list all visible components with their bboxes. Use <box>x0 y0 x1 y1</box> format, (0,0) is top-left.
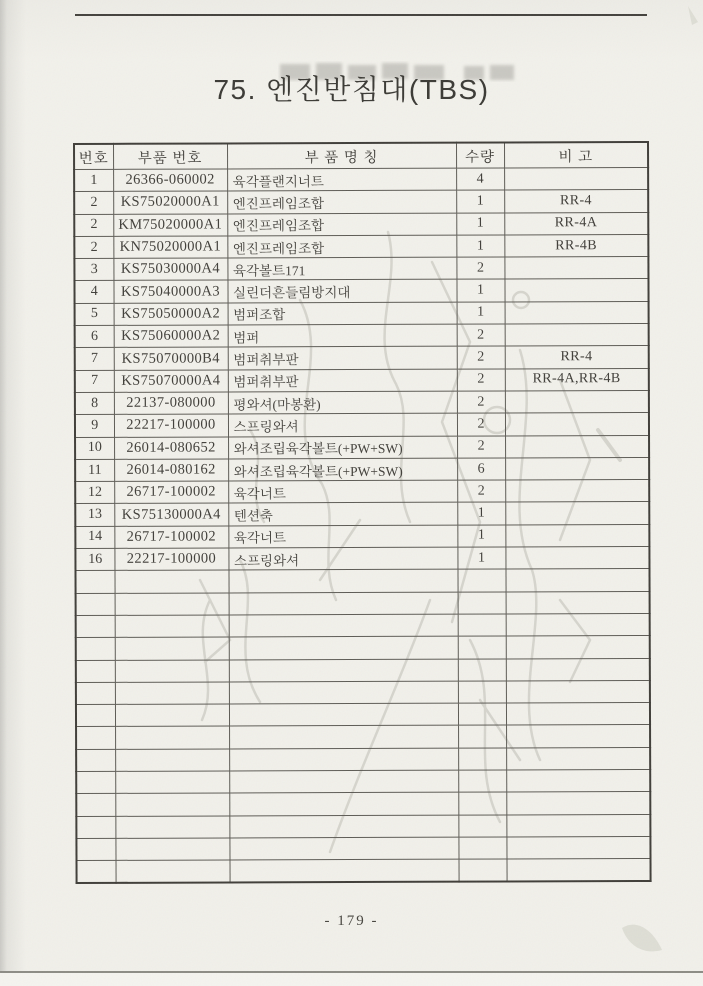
table-row-empty <box>76 680 650 704</box>
table-row-empty <box>76 792 650 816</box>
table-cell <box>506 814 650 837</box>
table-cell <box>228 570 457 593</box>
table-cell: 텐션축 <box>228 503 457 526</box>
table-row <box>75 368 649 392</box>
table-row <box>75 413 649 437</box>
table-cell: 2 <box>457 369 505 391</box>
table-cell <box>115 726 229 749</box>
table-cell: RR-4A <box>504 212 648 235</box>
table-row-empty <box>76 747 650 771</box>
table-cell <box>76 638 115 660</box>
table-cell: 2 <box>74 214 113 236</box>
table-cell <box>458 815 506 837</box>
table-row <box>75 346 649 370</box>
table-cell <box>505 413 649 436</box>
table-cell <box>506 770 650 793</box>
table-cell: 1 <box>457 525 505 547</box>
table-cell: 실린더흔들림방지대 <box>227 280 456 303</box>
table-cell: RR-4 <box>504 190 648 213</box>
table-cell: 엔진프레임조합 <box>227 190 456 213</box>
table-cell: 14 <box>75 526 114 548</box>
table-cell: 5 <box>75 303 114 325</box>
table-cell <box>505 435 649 458</box>
table-row <box>75 324 649 348</box>
table-cell: 1 <box>457 547 505 569</box>
table-cell <box>505 480 649 503</box>
table-cell: 1 <box>456 213 504 235</box>
table-cell <box>505 524 649 547</box>
table-cell <box>458 792 506 814</box>
table-cell <box>458 592 506 614</box>
table-cell <box>458 748 506 770</box>
table-cell <box>115 704 229 727</box>
table-cell <box>459 859 507 881</box>
table-cell <box>76 660 115 682</box>
table-cell: 범퍼 <box>228 324 457 347</box>
table-cell: 2 <box>74 192 113 214</box>
table-row <box>75 480 649 504</box>
table-cell <box>458 614 506 636</box>
table-cell <box>505 301 649 324</box>
table-row-empty <box>76 658 650 682</box>
table-row-empty <box>76 836 650 860</box>
page-number: - 179 - <box>324 913 379 929</box>
table-row-empty <box>76 613 650 637</box>
table-cell: 1 <box>457 302 505 324</box>
table-row <box>75 390 649 414</box>
table-cell: 와셔조립육각볼트(+PW+SW) <box>228 436 457 459</box>
table-cell: 26366-060002 <box>113 169 227 192</box>
table-cell <box>115 771 229 794</box>
table-cell <box>229 681 458 704</box>
table-cell: 26717-100002 <box>114 481 228 504</box>
page-title: 75. 엔진반침대(TBS) <box>213 74 490 105</box>
table-cell <box>115 659 229 682</box>
column-header-part-number: 부품 번호 <box>113 143 227 169</box>
table-cell <box>229 703 458 726</box>
table-cell: KS75070000B4 <box>114 347 228 370</box>
table-cell <box>458 725 506 747</box>
table-cell <box>457 569 505 591</box>
table-cell <box>229 726 458 749</box>
table-cell <box>506 680 650 703</box>
table-cell <box>506 636 650 659</box>
column-header-remarks: 비 고 <box>504 142 648 168</box>
table-cell: KS75050000A2 <box>114 303 228 326</box>
table-row-empty <box>76 591 650 615</box>
table-cell <box>115 615 229 638</box>
table-cell: KM75020000A1 <box>113 214 227 237</box>
table-cell <box>506 836 650 859</box>
table-cell: 6 <box>457 458 505 480</box>
table-cell: 4 <box>74 281 113 303</box>
scan-edge-shadow <box>0 0 30 986</box>
table-cell <box>115 793 229 816</box>
table-cell <box>76 704 115 726</box>
table-cell <box>229 636 458 659</box>
table-cell <box>76 593 115 615</box>
table-cell: 22137-080000 <box>114 392 228 415</box>
table-cell <box>506 725 650 748</box>
table-row <box>75 547 649 571</box>
table-cell <box>76 838 115 860</box>
table-cell: 8 <box>75 392 114 414</box>
top-rule <box>75 14 647 16</box>
table-cell: 3 <box>74 259 113 281</box>
table-cell: 엔진프레임조합 <box>227 235 456 258</box>
table-row <box>75 524 649 548</box>
table-cell <box>115 682 229 705</box>
table-cell <box>507 859 651 882</box>
table-row <box>75 502 649 526</box>
table-row-empty <box>75 569 649 593</box>
table-row-empty <box>76 636 650 660</box>
table-cell <box>229 614 458 637</box>
table-cell: 1 <box>74 169 113 191</box>
table-cell: 22217-100000 <box>114 414 228 437</box>
table-cell <box>229 659 458 682</box>
table-cell <box>115 593 229 616</box>
table-row <box>75 435 649 459</box>
table-row <box>74 279 648 303</box>
table-cell: 9 <box>75 415 114 437</box>
table-cell <box>76 682 115 704</box>
table-row-empty <box>76 725 650 749</box>
scan-bottom-edge <box>0 973 703 986</box>
table-cell: 10 <box>75 437 114 459</box>
table-cell: 1 <box>456 235 504 257</box>
table-cell <box>505 502 649 525</box>
table-cell <box>506 658 650 681</box>
table-cell: 2 <box>457 413 505 435</box>
table-cell: 13 <box>75 504 114 526</box>
table-cell <box>114 570 228 593</box>
table-cell <box>75 571 114 593</box>
table-cell: KS75020000A1 <box>113 191 227 214</box>
table-cell: 육각볼트171 <box>227 257 456 280</box>
table-cell <box>116 860 230 883</box>
table-cell <box>504 257 648 280</box>
table-cell: 와셔조립육각볼트(+PW+SW) <box>228 458 457 481</box>
table-cell: 범퍼취부판 <box>228 369 457 392</box>
parts-table-container <box>73 141 652 884</box>
table-cell: 4 <box>456 168 504 190</box>
table-cell: 2 <box>456 257 504 279</box>
table-row <box>74 212 648 236</box>
table-cell: 11 <box>75 459 114 481</box>
table-cell: 7 <box>75 348 114 370</box>
table-cell <box>504 167 648 190</box>
table-cell: 2 <box>457 346 505 368</box>
table-cell: 1 <box>456 279 504 301</box>
table-row <box>75 457 649 481</box>
table-row <box>74 190 648 214</box>
table-cell: 범퍼조합 <box>228 302 457 325</box>
table-cell <box>458 636 506 658</box>
table-header-row <box>74 142 648 170</box>
table-cell <box>505 390 649 413</box>
table-cell <box>504 279 648 302</box>
table-cell: 2 <box>457 324 505 346</box>
table-cell <box>506 792 650 815</box>
table-cell <box>505 547 649 570</box>
table-cell: 26014-080162 <box>114 459 228 482</box>
table-row-empty <box>76 770 650 794</box>
column-header-part-name: 부 품 명 칭 <box>227 143 456 169</box>
table-cell: 스프링와셔 <box>228 547 457 570</box>
table-cell: 2 <box>457 436 505 458</box>
table-cell: 육각너트 <box>228 480 457 503</box>
table-cell: 26014-080652 <box>114 437 228 460</box>
table-cell: 6 <box>75 325 114 347</box>
table-cell <box>458 681 506 703</box>
table-row <box>74 257 648 281</box>
table-cell: 육각플랜지너트 <box>227 168 456 191</box>
table-cell <box>229 837 458 860</box>
table-cell <box>506 703 650 726</box>
table-cell <box>115 637 229 660</box>
table-cell <box>115 816 229 839</box>
table-cell: 육각너트 <box>228 525 457 548</box>
table-cell <box>76 771 115 793</box>
table-cell <box>505 324 649 347</box>
table-cell: KS75070000A4 <box>114 370 228 393</box>
table-cell: KS75030000A4 <box>113 258 227 281</box>
table-row-empty <box>76 814 650 838</box>
table-cell: 1 <box>456 190 504 212</box>
table-cell <box>76 727 115 749</box>
table-row-empty <box>77 859 651 883</box>
table-cell <box>505 569 649 592</box>
table-cell <box>76 794 115 816</box>
parts-table <box>73 141 652 884</box>
table-cell: KS75060000A2 <box>114 325 228 348</box>
table-cell <box>76 615 115 637</box>
table-cell <box>229 748 458 771</box>
table-cell <box>76 816 115 838</box>
table-cell: 22217-100000 <box>114 548 228 571</box>
table-cell <box>458 837 506 859</box>
table-cell <box>229 792 458 815</box>
parts-table-body <box>74 167 650 882</box>
table-cell <box>458 770 506 792</box>
table-cell <box>506 747 650 770</box>
table-cell: KS75130000A4 <box>114 503 228 526</box>
table-cell: RR-4 <box>505 346 649 369</box>
table-cell <box>77 861 116 883</box>
table-cell <box>229 592 458 615</box>
table-cell: 12 <box>75 482 114 504</box>
table-cell <box>505 457 649 480</box>
table-cell <box>76 749 115 771</box>
table-cell: 7 <box>75 370 114 392</box>
table-cell: KN75020000A1 <box>113 236 227 259</box>
table-cell <box>458 659 506 681</box>
table-cell: 스프링와셔 <box>228 413 457 436</box>
table-row <box>74 167 648 191</box>
table-cell: RR-4B <box>504 234 648 257</box>
table-cell: 평와셔(마봉환) <box>228 391 457 414</box>
table-cell <box>229 815 458 838</box>
table-cell: 2 <box>457 480 505 502</box>
column-header-quantity: 수량 <box>456 142 504 168</box>
table-cell <box>506 613 650 636</box>
table-cell: KS75040000A3 <box>113 280 227 303</box>
table-cell: 2 <box>74 236 113 258</box>
table-cell: 16 <box>75 548 114 570</box>
table-cell: 26717-100002 <box>114 526 228 549</box>
column-header-number: 번호 <box>74 144 113 170</box>
table-cell <box>506 591 650 614</box>
bottom-rule <box>0 971 703 973</box>
table-cell <box>230 859 459 882</box>
table-cell: 범퍼취부판 <box>228 347 457 370</box>
table-cell: 엔진프레임조합 <box>227 213 456 236</box>
table-row-empty <box>76 703 650 727</box>
table-cell <box>458 703 506 725</box>
table-row <box>75 301 649 325</box>
table-cell: RR-4A,RR-4B <box>505 368 649 391</box>
table-cell: 1 <box>457 502 505 524</box>
table-row <box>74 234 648 258</box>
table-cell: 2 <box>457 391 505 413</box>
table-cell <box>229 770 458 793</box>
table-cell <box>115 749 229 772</box>
table-cell <box>115 838 229 861</box>
